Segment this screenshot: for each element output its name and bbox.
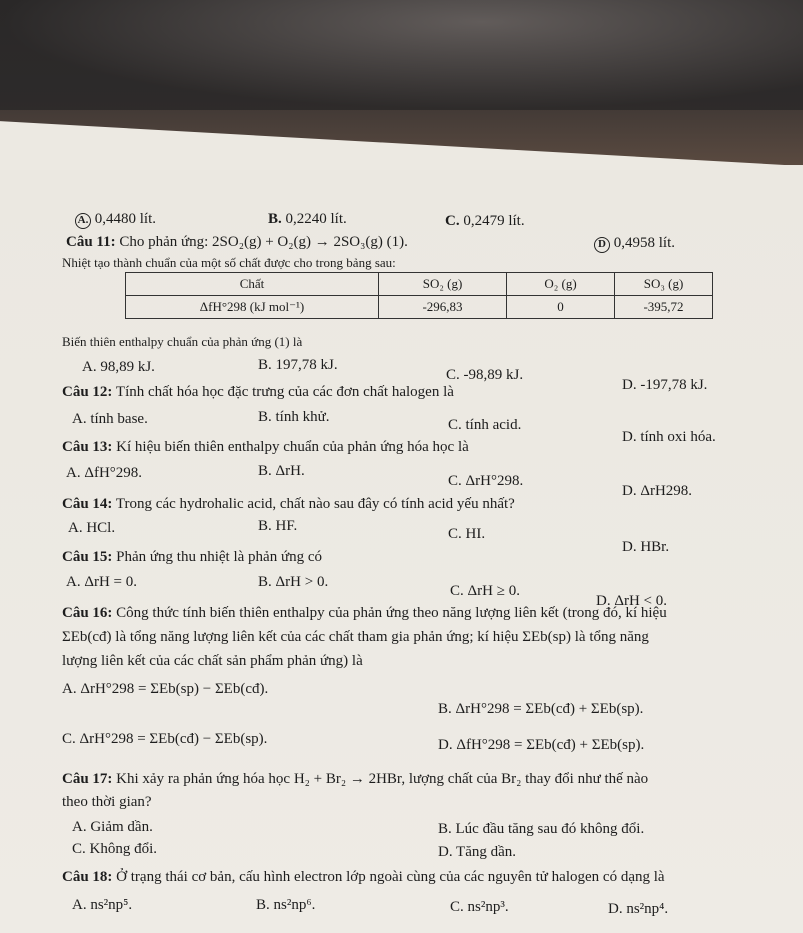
q12-stem: Câu 12: Tính chất hóa học đặc trưng của các đơn chất halogen là: [62, 384, 454, 400]
q16-option-b: B. ΔrH°298 = ΣEb(cđ) + ΣEb(sp).: [438, 701, 644, 717]
q16-option-d: D. ΔfH°298 = ΣEb(cđ) + ΣEb(sp).: [438, 737, 645, 753]
q18-option-a: A. ns²np⁵.: [72, 897, 133, 913]
q17-option-a: A. Giảm dần.: [72, 819, 153, 835]
q10-option-b: B. 0,2240 lít.: [268, 211, 347, 227]
q12-option-b: B. tính khử.: [258, 409, 330, 425]
q11-line2: Nhiệt tạo thành chuẩn của một số chất được cho trong bảng sau:: [62, 255, 396, 270]
q12-option-d: D. tính oxi hóa.: [622, 429, 716, 445]
table-row-label: ΔfH°298 (kJ mol⁻¹): [126, 296, 379, 319]
q18-option-d: D. ns²np⁴.: [608, 901, 669, 917]
q17-option-b: B. Lúc đầu tăng sau đó không đổi.: [438, 821, 645, 837]
q16-stem-line1: Câu 16: Công thức tính biến thiên enthalpy của phản ứng theo năng lượng liên kết (trong đó, kí hiệu: [62, 605, 667, 621]
q10-option-d: D 0,4958 lít.: [594, 234, 675, 253]
answer-circle-icon: D: [594, 237, 610, 253]
table-header-so2: SO₂ (g): [379, 273, 507, 296]
table-header-so3: SO₃ (g): [615, 273, 713, 296]
q11-stem: Câu 11: Cho phản ứng: 2SO₂(g) + O₂(g) → 2SO₃(g) (1).: [66, 234, 408, 250]
q17-stem-line2: theo thời gian?: [62, 794, 152, 810]
q13-option-b: B. ΔrH.: [258, 463, 305, 479]
q15-option-a: A. ΔrH = 0.: [66, 574, 138, 590]
q12-option-c: C. tính acid.: [448, 417, 522, 433]
q11-option-c: C. -98,89 kJ.: [446, 367, 524, 383]
q10-option-a: A. 0,4480 lít.: [75, 210, 156, 229]
q13-option-a: A. ΔfH°298.: [66, 465, 143, 481]
q10-option-c: C. 0,2479 lít.: [445, 213, 525, 229]
q15-option-c: C. ΔrH ≥ 0.: [450, 583, 520, 599]
q16-option-c: C. ΔrH°298 = ΣEb(cđ) − ΣEb(sp).: [62, 731, 268, 747]
enthalpy-table: [125, 272, 713, 319]
q18-option-c: C. ns²np³.: [450, 899, 509, 915]
q14-option-d: D. HBr.: [622, 539, 670, 555]
table-cell: -395,72: [615, 296, 713, 319]
q17-stem-line1: Câu 17: Khi xảy ra phản ứng hóa học H₂ + Br₂ → 2HBr, lượng chất của Br₂ thay đổi như thế nào: [62, 771, 649, 787]
q14-option-c: C. HI.: [448, 526, 486, 542]
q14-stem: Câu 14: Trong các hydrohalic acid, chất nào sau đây có tính acid yếu nhất?: [62, 496, 515, 512]
q12-option-a: A. tính base.: [72, 411, 148, 427]
q18-option-b: B. ns²np⁶.: [256, 897, 316, 913]
q11-option-b: B. 197,78 kJ.: [258, 357, 338, 373]
table-cell: -296,83: [379, 296, 507, 319]
q18-stem: Câu 18: Ở trạng thái cơ bản, cấu hình electron lớp ngoài cùng của các nguyên tử halogen có dạng là: [62, 869, 665, 885]
table-cell: 0: [507, 296, 615, 319]
table-header-o2: O₂ (g): [507, 273, 615, 296]
q11-option-d: D. -197,78 kJ.: [622, 377, 708, 393]
q13-stem: Câu 13: Kí hiệu biến thiên enthalpy chuẩn của phản ứng hóa học là: [62, 439, 469, 455]
fabric-background: [0, 0, 803, 110]
q15-option-b: B. ΔrH > 0.: [258, 574, 329, 590]
q14-option-a: A. HCl.: [68, 520, 116, 536]
q16-stem-line2: ΣEb(cđ) là tổng năng lượng liên kết của các chất tham gia phản ứng; kí hiệu ΣEb(sp) là tổng năng: [62, 629, 649, 645]
q13-option-c: C. ΔrH°298.: [448, 473, 524, 489]
q14-option-b: B. HF.: [258, 518, 298, 534]
q15-option-d: D. ΔrH < 0.: [596, 593, 668, 609]
q17-option-c: C. Không đổi.: [72, 841, 158, 857]
q15-stem: Câu 15: Phản ứng thu nhiệt là phản ứng có: [62, 549, 322, 565]
answer-circle-icon: A.: [75, 213, 91, 229]
q11-option-a: A. 98,89 kJ.: [82, 359, 155, 375]
q16-stem-line3: lượng liên kết của các chất sản phẩm phản ứng) là: [62, 653, 363, 669]
q11-line3: Biến thiên enthalpy chuẩn của phản ứng (1) là: [62, 334, 303, 349]
q17-option-d: D. Tăng dần.: [438, 844, 517, 860]
table-header-chat: Chất: [126, 273, 379, 296]
q13-option-d: D. ΔrH298.: [622, 483, 693, 499]
q16-option-a: A. ΔrH°298 = ΣEb(sp) − ΣEb(cđ).: [62, 681, 269, 697]
